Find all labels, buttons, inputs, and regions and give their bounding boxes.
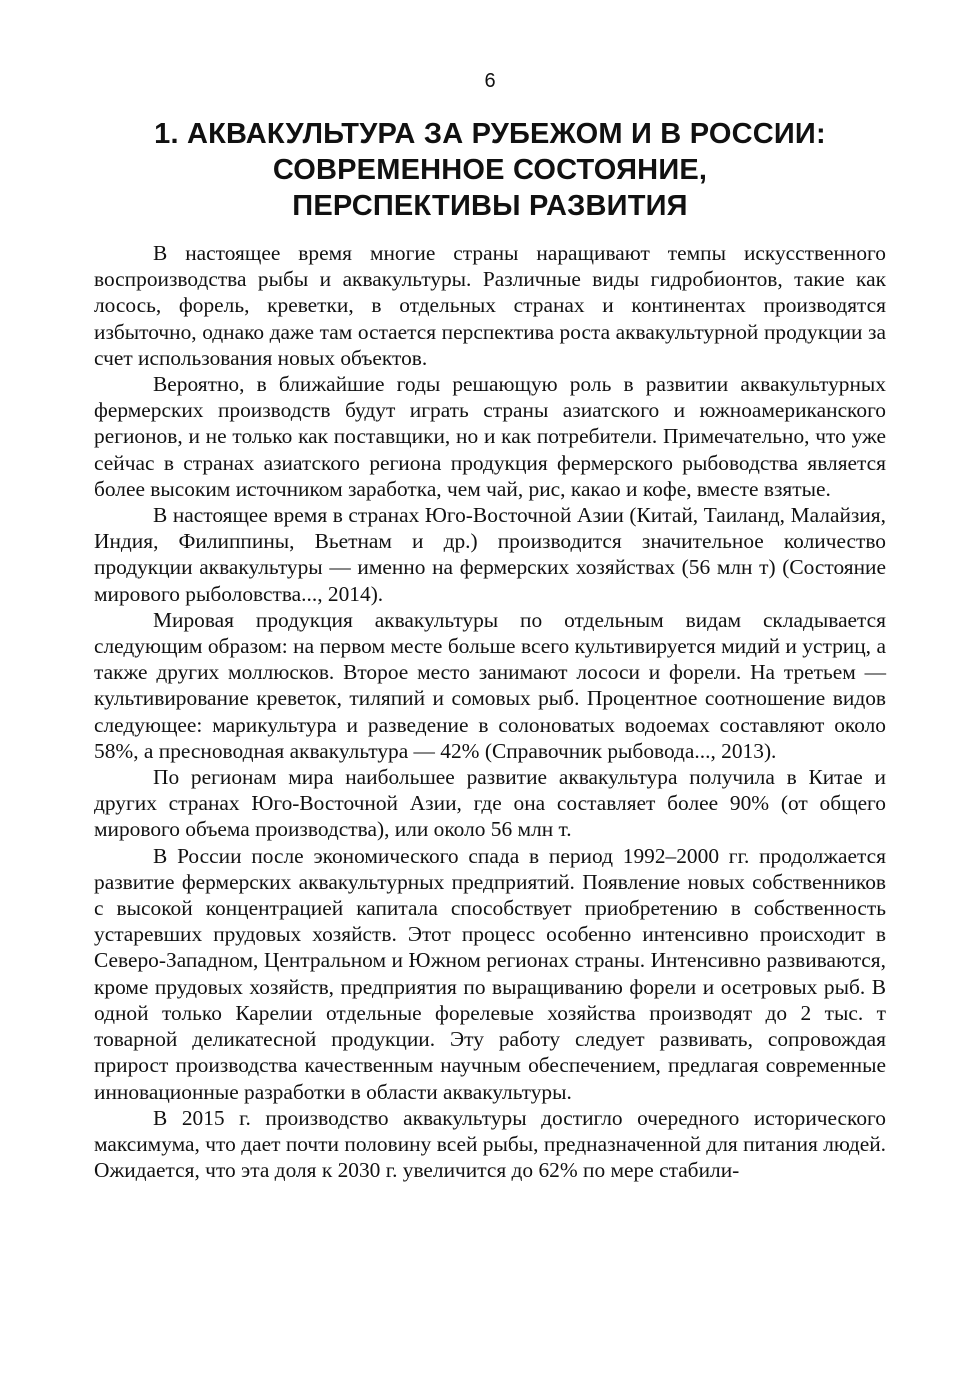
paragraph: В 2015 г. производство аквакультуры достигло очередного исторического максимума, что дает почти половину всей рыбы, предназначенной для питания людей. Ожидается, что эта доля к 2030 г. увеличится до 62% по мере стабили- [94, 1105, 886, 1183]
body-text [94, 240, 886, 1183]
paragraph: Мировая продукция аквакультуры по отдельным видам складывается следующим образом: на первом месте больше всего культивируется мидий и устриц, а также других моллюсков. Второе место занимают лососи и форели. На третьем — культивирование креветок, тиляпий и сомовых рыб. Процентное соотношение видов следующее: марикультура и разведение в солоноватых водоемах составляют около 58%, а пресноводная аквакультура — 42% (Справочник рыбовода..., 2013). [94, 607, 886, 763]
paragraph: Вероятно, в ближайшие годы решающую роль в развитии аквакультурных фермерских производств будут играть страны азиатского и южноамериканского регионов, и не только как поставщики, но и как потребители. Примечательно, что уже сейчас в странах азиатского региона продукция фермерского рыбоводства является более высоким источником заработка, чем чай, рис, какао и кофе, вместе взятые. [94, 372, 886, 501]
chapter-title [96, 116, 884, 224]
paragraph: В настоящее время в странах Юго-Восточной Азии (Китай, Таиланд, Малайзия, Индия, Филиппины, Вьетнам и др.) производится значительное количество продукции аквакультуры — именно на фермерских хозяйствах (56 млн т) (Состояние мирового рыболовства..., 2014). [94, 503, 886, 606]
paragraph: В России после экономического спада в период 1992–2000 гг. продолжается развитие фермерских аквакультурных предприятий. Появление новых собственников с высокой концентрацией капитала способствует приобретению в собственность устаревших прудовых хозяйств. Этот процесс особенно интенсивно происходит в Северо-Западном, Центральном и Южном регионах страны. Интенсивно развиваются, кроме прудовых хозяйств, предприятия по выращиванию форели и осетровых рыб. В одной только Карелии отдельные форелевые хозяйства производят до 2 тыс. т товарной деликатесной продукции. Эту работу следует развивать, сопровождая прирост производства качественным научным обеспечением, предлагая современные инновационные разработки в области аквакультуры. [94, 843, 886, 1104]
paragraph: По регионам мира наибольшее развитие аквакультура получила в Китае и других странах Юго-Восточной Азии, где она составляет более 90% (от общего мирового объема производства), или около 56 млн т. [94, 765, 886, 842]
paragraph: В настоящее время многие страны наращивают темпы искусственного воспроизводства рыбы и аквакультуры. Различные виды гидробионтов, такие как лосось, форель, креветки, в отдельных странах и континентах производятся избыточно, однако даже там остается перспектива роста аквакультурной продукции за счет использования новых объектов. [94, 241, 886, 370]
chapter-title-line: 1. АКВАКУЛЬТУРА ЗА РУБЕЖОМ И В РОССИИ: [154, 118, 826, 150]
page-number: 6 [484, 70, 496, 92]
chapter-title-line: СОВРЕМЕННОЕ СОСТОЯНИЕ, [272, 154, 708, 186]
chapter-title-line: ПЕРСПЕКТИВЫ РАЗВИТИЯ [292, 190, 688, 222]
